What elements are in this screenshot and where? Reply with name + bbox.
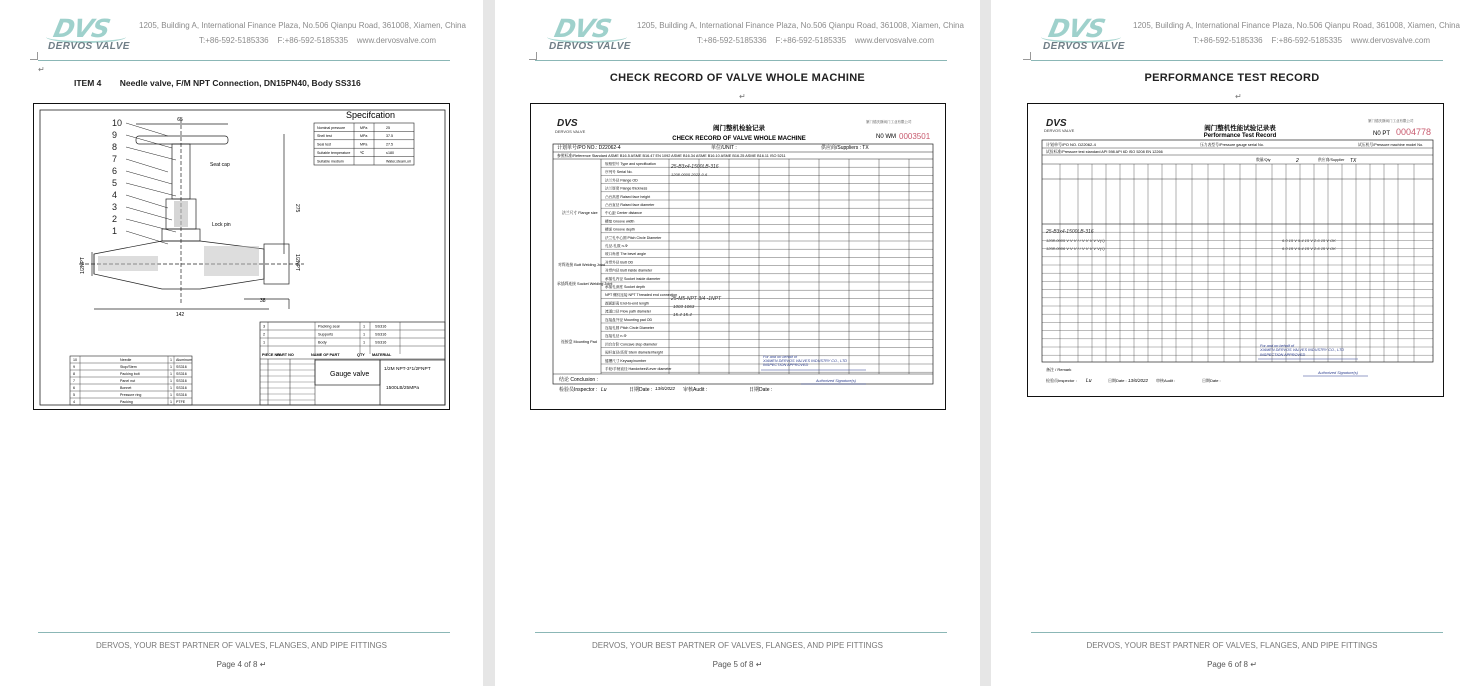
part-row-qty: 1 <box>363 324 366 329</box>
form-title-en: CHECK RECORD OF VALVE WHOLE MACHINE <box>672 136 806 142</box>
balloon-leader <box>126 159 168 172</box>
balloon-leader <box>126 195 168 208</box>
form-gauge: 压力表型号/Pressure gauge serial No. <box>1200 143 1264 147</box>
stamp-line-3: INSPECTION APPROVED <box>1260 353 1306 357</box>
part-row-name: Bonnet <box>120 386 132 390</box>
balloon-number: 5 <box>112 178 118 188</box>
header-phone: T:+86-592-5185336 <box>199 36 269 45</box>
dervos-logo <box>46 14 130 54</box>
check-row-label: 键槽尺寸 Keyway/number <box>605 358 647 363</box>
form-machine: 试压机号/Pressure machine model No. <box>1358 143 1424 147</box>
balloon-leader <box>126 135 172 148</box>
right-port-label: 1/2NPT <box>294 254 300 271</box>
performance-grid <box>1042 140 1433 362</box>
header-contact <box>1193 36 1430 45</box>
hw-inspector: Lu <box>1086 378 1092 384</box>
check-row-label: 连接盘外径 Mounting pad OD <box>605 317 653 322</box>
header-rule <box>1031 60 1443 61</box>
spec-row-label: Shell test <box>317 134 332 139</box>
page-number: Page 6 of 8 ↵ <box>1207 660 1257 669</box>
dim-height: 275 <box>294 204 300 213</box>
logo-mark: DVS <box>551 14 614 43</box>
header-phone: T:+86-592-5185336 <box>697 36 767 45</box>
check-row-label: 凹台台阶 Concave step diameter <box>605 342 658 347</box>
part-row-material: SS316 <box>176 379 187 383</box>
form-title-cn: 阀门整机检验记录 <box>713 125 765 132</box>
hw-row-2: 1208-0006 V V V / / V V V V V(√) <box>1046 246 1105 251</box>
parts-head-cell: PART NO <box>277 353 294 357</box>
check-row-label: 序列号 Serial No. <box>605 170 633 175</box>
part-row-material: SS316 <box>375 340 387 345</box>
form-audit: 审核Audit : <box>683 387 708 393</box>
header-fax: F:+86-592-5185335 <box>1271 36 1343 45</box>
check-row-label: 阀杆直径/高度 Stem diameter/height <box>605 350 663 355</box>
stamp-line-1: For and on behalf of <box>1260 344 1294 348</box>
spec-row-label: Nominal pressure <box>317 125 346 130</box>
check-row-label: 槽深 Groove depth <box>605 227 635 232</box>
document-page-4 <box>0 0 483 686</box>
stamp-line-2: XIAMEN DERVOS VALVES INDUSTRY CO., LTD <box>1260 348 1345 352</box>
spec-row-label: Suitable medium <box>317 159 344 164</box>
form-date: 日期Date : <box>1108 378 1127 383</box>
part-row-no: 10 <box>73 358 77 362</box>
valve-drawing-svg <box>34 104 450 410</box>
hw-date: 13/6/2022 <box>655 386 676 391</box>
check-row-label: 连接孔径 n-Φ <box>605 334 627 339</box>
corner-mark <box>1023 52 1031 60</box>
handwriting <box>670 164 722 317</box>
form-logo-sub: DERVOS VALVE <box>555 129 586 134</box>
spec-row-unit: MPa <box>360 142 368 147</box>
form-inspector: 检验员Inspector : <box>1046 378 1077 383</box>
part-row-name: Supports <box>318 332 334 337</box>
header-address: 1205, Building A, International Finance Plaza, No.506 Qianpu Road, 361008, Xiamen, China <box>1133 21 1460 30</box>
balloon-number: 7 <box>112 154 118 164</box>
corner-mark <box>529 52 537 60</box>
part-row-name: Packing bolt <box>120 372 140 376</box>
part-row-no: 6 <box>73 386 75 390</box>
hw-row-1: 1208-0005 V V V / / V V V V V(√) <box>1046 238 1105 243</box>
balloon-number: 4 <box>112 190 118 200</box>
check-row-label: 承插孔深度 Socket depth <box>605 285 645 289</box>
form-logo: DVS <box>557 118 578 129</box>
balloon-number: 9 <box>112 130 118 140</box>
hw-serial: 1208-0005 2022-0-6 <box>671 172 708 177</box>
balloon-leader <box>126 171 172 184</box>
balloon-number: 2 <box>112 214 118 224</box>
paragraph-mark: ↵ <box>1235 92 1242 101</box>
stamp-line-4: Authorized Signature(s) <box>1318 371 1358 375</box>
section-title: CHECK RECORD OF VALVE WHOLE MACHINE <box>609 72 866 84</box>
part-row-no: 3 <box>263 324 266 329</box>
document-page-6 <box>991 0 1473 686</box>
part-row-qty: 1 <box>170 358 172 362</box>
check-row-label: 法兰外径 Flange OD <box>605 178 638 183</box>
form-supplier: 供应商/Supplier <box>1318 158 1345 162</box>
header-address: 1205, Building A, International Finance Plaza, No.506 Qianpu Road, 361008, Xiamen, China <box>637 21 964 30</box>
part-row-no: 1 <box>263 340 266 345</box>
parts-head-cell: QTY <box>357 353 365 357</box>
part-row-material: PTFE <box>176 400 186 404</box>
part-row-no: 4 <box>73 400 75 404</box>
left-port-label: 1/2NPT <box>80 257 86 274</box>
part-row-name: Needle <box>120 358 132 362</box>
part-row-qty: 1 <box>170 386 172 390</box>
part-row-name: Pressure ring <box>120 393 142 397</box>
dervos-logo <box>1041 14 1125 54</box>
dervos-logo <box>547 14 631 54</box>
hw-type: 25-B3x4-1500LB-316 <box>1046 229 1094 235</box>
footer-slogan: DERVOS, YOUR BEST PARTNER OF VALVES, FLANGES, AND PIPE FITTINGS <box>591 641 884 650</box>
parts-head-cell: NAME OF PART <box>311 353 340 357</box>
hw-date: 13/6/2022 <box>1128 378 1149 383</box>
check-record-form <box>530 103 946 410</box>
page-number: Page 5 of 8 ↵ <box>712 660 763 669</box>
part-row-material: SS316 <box>176 393 187 397</box>
form-no-label: N0 PT <box>1373 131 1391 137</box>
logo-text: DERVOS VALVE <box>1043 41 1125 52</box>
spec-row-unit: MPa <box>360 125 368 130</box>
part-row-no: 5 <box>73 393 75 397</box>
form-supplier: 供应商/Suppliers : TX <box>821 145 869 151</box>
gauge-spec-2: 1500LB/25MPa <box>386 386 420 391</box>
spec-row-label: Seal test <box>317 142 331 147</box>
check-row-label: 规格型号 Type and specification <box>605 162 656 166</box>
footer-slogan: DERVOS, YOUR BEST PARTNER OF VALVES, FLANGES, AND PIPE FITTINGS <box>95 641 388 650</box>
check-row-label: 凸台高度 Raised face height <box>605 194 651 199</box>
section-title: PERFORMANCE TEST RECORD <box>1144 72 1320 84</box>
form-inspector: 检验员Inspector : <box>559 387 598 393</box>
paragraph-mark: ↵ <box>38 65 45 74</box>
check-row-label: 承插孔内径 Socket inside diameter <box>605 276 661 281</box>
spec-row-value: 37.5 <box>386 134 393 139</box>
performance-test-svg <box>1028 104 1444 397</box>
hw-values-2: 6.0 15 V 9.4 15 V 2.6 15 V OK <box>1282 246 1336 251</box>
hw-flow: 15.4 15.4 <box>673 312 692 317</box>
part-row-material: SS316 <box>176 365 187 369</box>
part-row-qty: 1 <box>170 379 172 383</box>
part-row-material: Aluminum <box>176 358 192 362</box>
part-row-material: SS316 <box>375 332 387 337</box>
part-row-no: 9 <box>73 365 75 369</box>
balloon-number: 1 <box>112 226 118 236</box>
form-company: 厦门德沃斯阀门工业有限公司 <box>1368 119 1414 123</box>
logo-mark: DVS <box>50 14 113 43</box>
header-website: www.dervosvalve.com <box>1350 36 1431 45</box>
dim-top: 65 <box>177 117 183 123</box>
parts-head-cell: MATERIAL <box>372 353 392 357</box>
check-row-label: 手轮/手柄直径 Handwheel/Lever diameter <box>605 367 672 371</box>
check-row-label: 对焊外径 Butt OD <box>605 260 634 265</box>
spec-row-value: ≤180 <box>386 151 394 155</box>
header-fax: F:+86-592-5185335 <box>277 36 349 45</box>
paragraph-mark: ↵ <box>739 92 746 101</box>
check-row-label: 端面距离 End-to-end length <box>605 301 649 306</box>
balloon-leader <box>126 219 176 232</box>
form-po: 计划单号/PO NO.: D22062-4 <box>557 145 621 151</box>
seat-cap-label: Seat cap <box>210 162 230 168</box>
check-grid <box>553 144 933 384</box>
group-pad: 连接盘 Mounting Pad <box>561 340 597 344</box>
hw-length: 1003 1063 <box>673 304 695 309</box>
lock-pin-label: Lock pin <box>212 222 231 228</box>
item-heading <box>74 78 377 88</box>
group-socket: 承插焊连接 Socket Welding Joint <box>557 282 613 286</box>
hw-type: 25-B3x4-1500LB-316 <box>671 164 719 170</box>
check-row-label: 中心距 Center distance <box>605 211 642 216</box>
dim-bottom: 142 <box>175 312 185 318</box>
form-date-2: 日期Date : <box>749 387 773 393</box>
footer-rule <box>535 632 947 633</box>
balloon-number: 3 <box>112 202 118 212</box>
gauge-name: Gauge valve <box>330 371 370 378</box>
check-row-label: NPT 螺纹连接 NPT Threaded end connection <box>605 293 678 298</box>
balloon-leader <box>126 183 176 196</box>
spec-row-value: 27.5 <box>386 142 393 147</box>
parts-list-left <box>70 356 192 405</box>
check-row-label: 连接孔圆 Pitch Circle Diameter <box>605 326 655 330</box>
spec-row-value: Water,steam,oil <box>386 159 411 164</box>
part-row-name: Body <box>318 340 327 345</box>
form-standard: 参照标准/Reference Standard ASME B16.5 ASME B16.47 EN 1092 ASME B16.34 ASME B16.10 ASME B16.25 ASME B16.11 ISO 5211 <box>557 154 786 158</box>
header-phone: T:+86-592-5185336 <box>1193 36 1263 45</box>
part-row-no: 7 <box>73 379 75 383</box>
form-title-en: Performance Test Record <box>1203 133 1277 139</box>
hw-values-1: 6.0 15 V 9.4 15 V 2.6 15 V OK <box>1282 238 1336 243</box>
header-website: www.dervosvalve.com <box>356 36 437 45</box>
logo-mark: DVS <box>1045 14 1108 43</box>
stamp-line-4: Authorized Signature(s) <box>816 379 856 383</box>
spec-row-unit: ℃ <box>360 151 365 155</box>
parts-head-cell: PIECE NO <box>262 353 281 357</box>
part-row-name: Stop/Stem <box>120 365 137 369</box>
page-number: Page 4 of 8 ↵ <box>216 660 267 669</box>
spec-row-label: Suitable temperature <box>317 151 351 155</box>
footer-slogan: DERVOS, YOUR BEST PARTNER OF VALVES, FLANGES, AND PIPE FITTINGS <box>1086 641 1378 650</box>
header-fax: F:+86-592-5185335 <box>775 36 847 45</box>
check-row-label: 坡口角度 The bevel angle <box>605 252 646 257</box>
stamp-line-2: XIAMEN DERVOS VALVES INDUSTRY CO., LTD <box>763 359 848 363</box>
form-no-label: N0 WM <box>876 134 896 140</box>
footer-rule <box>1031 632 1443 633</box>
form-audit: 审核Audit : <box>1156 378 1176 383</box>
performance-test-form <box>1027 103 1444 397</box>
balloon-leader <box>126 207 172 220</box>
part-row-no: 8 <box>73 372 75 376</box>
form-date-2: 日期Date : <box>1202 378 1221 383</box>
check-row-label: 法兰孔中心圆 Pitch Circle Diameter <box>605 235 662 240</box>
part-row-material: SS316 <box>176 372 187 376</box>
header-address: 1205, Building A, International Finance Plaza, No.506 Qianpu Road, 361008, Xiamen, China <box>139 21 466 30</box>
header-website: www.dervosvalve.com <box>854 36 935 45</box>
stamp-line-1: For and on behalf of <box>763 355 797 359</box>
form-conclusion: 结论 Conclusion : <box>559 377 598 383</box>
form-title-cn: 阀门整机性能试验记录表 <box>1204 125 1276 132</box>
check-row-label: 槽宽 Groove width <box>605 219 635 224</box>
group-flange: 法兰尺寸 Flange size <box>562 211 598 215</box>
spec-title: Specifcation <box>346 110 396 120</box>
part-row-name: Panel nut <box>120 379 136 383</box>
title-block <box>260 322 445 405</box>
check-row-label: 流道口径 Flow path diameter <box>605 309 651 314</box>
check-row-label: 孔径-孔数 n-Φ <box>605 244 628 248</box>
form-qty: 数量/Qty <box>1256 158 1271 162</box>
dim-side: 38 <box>260 298 266 304</box>
form-company: 厦门德沃斯阀门工业有限公司 <box>866 120 912 124</box>
check-row-label: 凸台直径 Raised face diameter <box>605 203 655 207</box>
gauge-spec-1: 1/2M NPT-3*1/2FNPT <box>384 367 431 372</box>
spec-row-value: 25 <box>386 125 390 130</box>
logo-text: DERVOS VALVE <box>48 41 130 52</box>
form-logo: DVS <box>1046 118 1067 129</box>
header-contact <box>199 36 436 45</box>
check-row-label: 法兰厚度 Flange thickness <box>605 186 648 191</box>
balloon-number: 8 <box>112 142 118 152</box>
part-row-qty: 1 <box>363 340 366 345</box>
part-row-qty: 1 <box>170 400 172 404</box>
header-contact <box>697 36 934 45</box>
stamp-line-3: INSPECTION APPROVED <box>763 363 809 367</box>
form-unit: 单位/UNIT : <box>711 145 737 151</box>
form-no-value: 0003501 <box>899 132 931 141</box>
valve-drawing <box>33 103 450 410</box>
balloon-number: 6 <box>112 166 118 176</box>
document-page-5 <box>495 0 980 686</box>
part-row-material: SS316 <box>176 386 187 390</box>
form-logo-sub: DERVOS VALVE <box>1044 128 1075 133</box>
part-row-no: 2 <box>263 332 266 337</box>
balloon-number: 10 <box>112 118 123 128</box>
group-butt: 对焊连接 Butt Welding Joint <box>558 263 605 267</box>
form-remark: 备注 / Remark <box>1046 367 1072 372</box>
balloon-leader <box>126 123 168 136</box>
part-row-material: SS316 <box>375 324 387 329</box>
balloon-leader <box>126 147 176 160</box>
form-standard: 试验标准/Pressure test standard API 598 API 6D ISO 5208 EN 12266 <box>1046 150 1163 154</box>
parts-list-right <box>260 322 445 354</box>
part-row-qty: 1 <box>363 332 366 337</box>
footer-rule <box>38 632 450 633</box>
check-record-svg <box>531 104 946 410</box>
inspection-stamp <box>1258 344 1368 376</box>
spec-table <box>314 110 414 165</box>
spec-row-unit: MPa <box>360 134 368 139</box>
part-row-qty: 1 <box>170 365 172 369</box>
header-rule <box>38 60 450 61</box>
part-row-qty: 1 <box>170 372 172 376</box>
hw-npt: 25-M5-NPT 3/4 -1NPT <box>671 296 722 302</box>
form-po: 计划单号/PO NO. D22062-4 <box>1046 142 1096 147</box>
part-row-name: Packing <box>120 400 133 404</box>
part-row-name: Packing seal <box>318 324 340 329</box>
item-description: Needle valve, F/M NPT Connection, DN15PN40, Body SS316 <box>119 78 361 88</box>
part-row-qty: 1 <box>170 393 172 397</box>
corner-mark <box>30 52 38 60</box>
header-rule <box>535 60 947 61</box>
item-number: ITEM 4 <box>74 78 102 88</box>
form-date: 日期Date : <box>629 387 653 393</box>
logo-text: DERVOS VALVE <box>549 41 631 52</box>
part-balloons <box>112 118 176 244</box>
inspection-stamp <box>761 355 866 384</box>
form-supplier-value: TX <box>1350 158 1357 164</box>
form-qty-value: 2 <box>1296 158 1299 164</box>
hw-inspector: Lu <box>601 387 607 393</box>
form-no-value: 0004778 <box>1396 127 1432 137</box>
check-row-label: 对焊内径 Butt inside diameter <box>605 268 653 273</box>
